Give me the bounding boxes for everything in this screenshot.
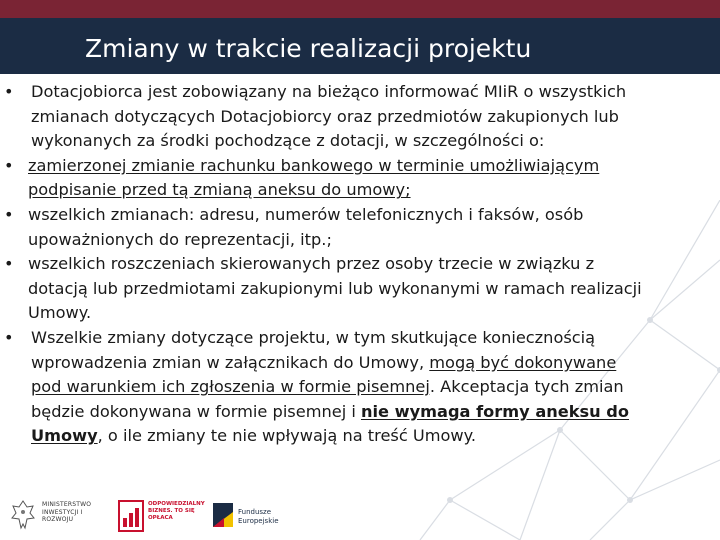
fundusze-europejskie-text: Fundusze Europejskie <box>238 508 279 525</box>
odpowiedzialny-biznes-text: ODPOWIEDZIALNY BIZNES. TO SIĘ OPŁACA <box>148 501 205 521</box>
bullet-marker: • <box>4 327 14 347</box>
bullet-item <box>0 154 720 203</box>
bullet-text: , o ile zmiany te nie wpływają na treść Umowy. <box>97 426 477 446</box>
bullet-text: wszelkich zmianach: adresu, numerów telefonicznych i faksów, osób upoważnionych do reprezentacji, itp.; <box>28 204 584 249</box>
bullet-item <box>0 326 720 449</box>
bullet-marker: • <box>4 204 14 224</box>
bullet-marker: • <box>4 82 14 101</box>
slide-title: Zmiany w trakcie realizacji projektu <box>85 34 532 63</box>
chart-mark-icon <box>118 500 144 532</box>
bullet-list <box>0 80 720 449</box>
bullet-item <box>0 252 720 326</box>
bullet-text: Dotacjobiorca jest zobowiązany na bieżąco informować MIiR o wszystkich zmianach dotyczących Dotacjobiorcy oraz przedmiotów zakupionych lub wykonanych za środki pochodzące z dotacji, w szczególności o: <box>31 82 627 151</box>
bullet-item <box>0 80 720 154</box>
bullet-item <box>0 203 720 252</box>
underlined-bullet-text: zamierzonej zmianie rachunku bankowego w terminie umożliwiającym podpisanie przed tą zmianą aneksu do umowy; <box>28 155 600 200</box>
fe-flag-icon <box>212 500 234 530</box>
bold-underlined-phrase: nie wymaga formy aneksu do Umowy <box>31 401 630 446</box>
bullet-text: wszelkich roszczeniach skierowanych przez osoby trzecie w związku z dotacją lub przedmiotami zakupionymi lub wykonanymi w ramach realizacji Umowy. <box>28 254 642 323</box>
fundusze-europejskie-logo <box>212 496 292 532</box>
eagle-emblem-icon <box>10 498 36 532</box>
underlined-phrase: mogą być dokonywane pod warunkiem ich zgłoszenia w formie pisemnej <box>31 352 617 397</box>
ministry-logo <box>10 498 105 532</box>
bullet-text: . Akceptacja tych zmian będzie dokonywana w formie pisemnej i <box>31 377 624 421</box>
bullet-marker: • <box>4 254 14 274</box>
bullet-text: Wszelkie zmiany dotyczące projektu, w tym skutkujące koniecznością wprowadzenia zmian w załącznikach do Umowy, <box>31 327 596 372</box>
footer-logos <box>0 488 720 540</box>
top-accent-stripe <box>0 0 720 18</box>
odpowiedzialny-biznes-logo <box>118 496 208 532</box>
ministry-logo-text: MINISTERSTWO INWESTYCJI I ROZWOJU <box>42 501 92 523</box>
bullet-marker: • <box>4 155 14 175</box>
